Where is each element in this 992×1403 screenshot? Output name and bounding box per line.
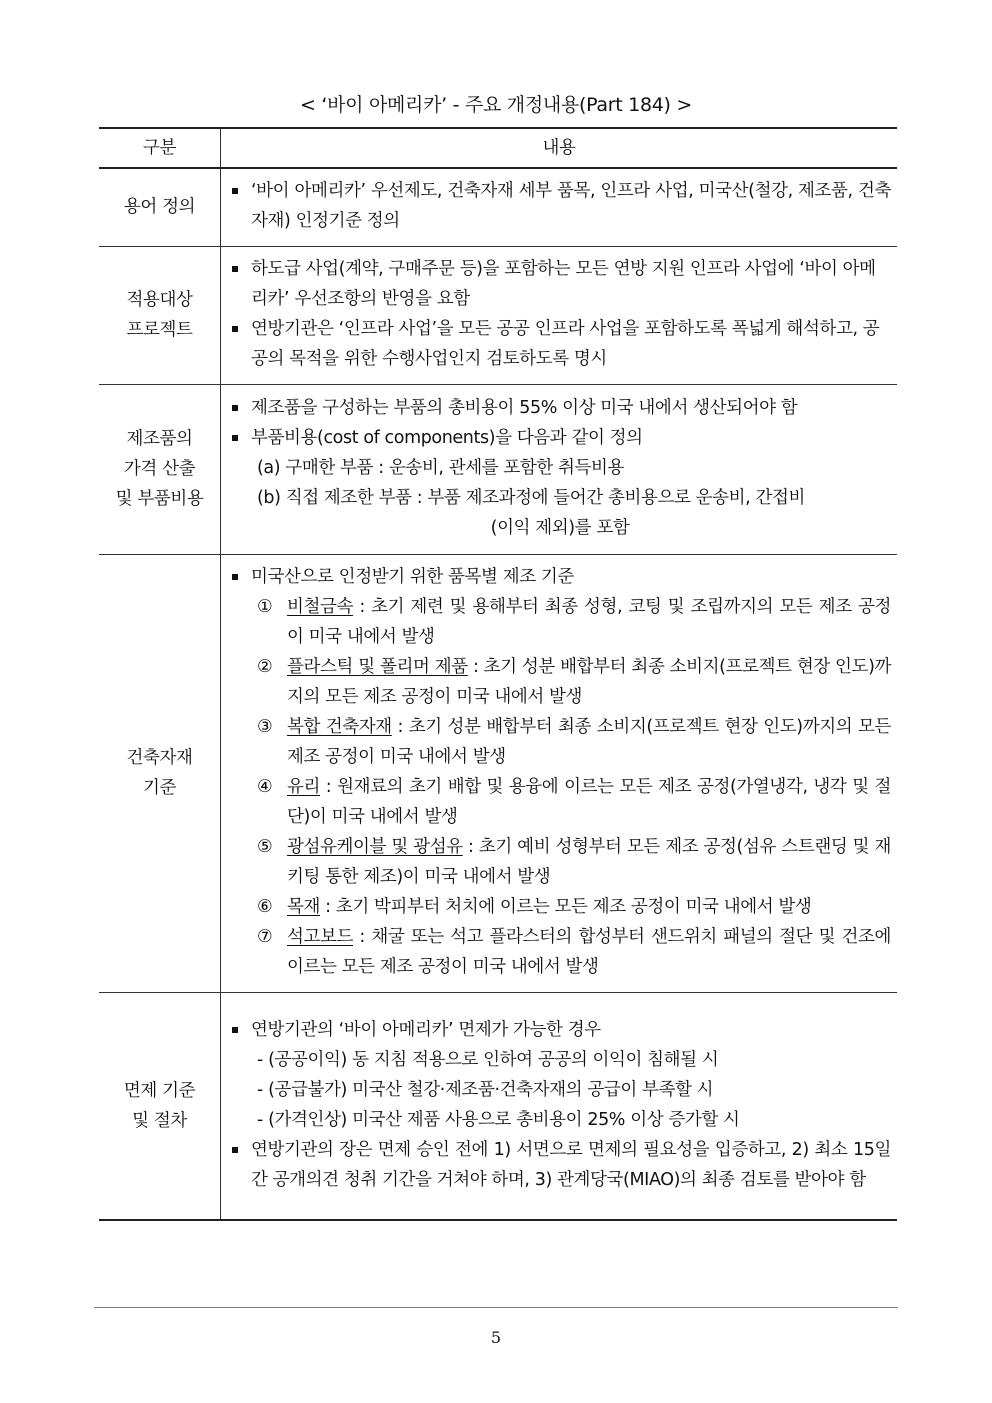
header-category: 구분 bbox=[99, 128, 221, 168]
item-text: : 초기 제련 및 용해부터 최종 성형, 코팅 및 조립까지의 모든 제조 공정이 미국 내에서 발생 bbox=[287, 597, 891, 647]
dash-item: - (가격인상) 미국산 제품 사용으로 총비용이 25% 이상 증가할 시 bbox=[257, 1109, 740, 1130]
category-line: 기준 bbox=[142, 778, 176, 798]
row-category bbox=[99, 246, 221, 384]
row-category bbox=[99, 992, 221, 1220]
item-term: 비철금속 bbox=[287, 597, 354, 617]
item-term: 광섬유케이블 및 광섬유 bbox=[287, 837, 463, 857]
footer-divider bbox=[94, 1307, 898, 1308]
category-line: 가격 산출 bbox=[123, 459, 196, 479]
header-content: 내용 bbox=[221, 128, 898, 168]
table-row bbox=[99, 384, 897, 554]
item-term: 복합 건축자재 bbox=[287, 717, 392, 737]
list-item: 하도급 사업(계약, 구매주문 등)을 포함하는 모든 연방 지원 인프라 사업에 ‘바이 아메리카’ 우선조항의 반영을 요함 bbox=[229, 254, 891, 314]
item-text: : 초기 성분 배합부터 최종 소비지(프로젝트 현장 인도)까지의 모든 제조 공정이 미국 내에서 발생 bbox=[287, 657, 891, 707]
dash-item: - (공공이익) 동 지침 적용으로 인하여 공공의 이익이 침해될 시 bbox=[257, 1049, 719, 1070]
item-text: : 채굴 또는 석고 플라스터의 합성부터 샌드위치 패널의 절단 및 건조에 이르는 모든 제조 공정이 미국 내에서 발생 bbox=[287, 927, 891, 977]
category-line: 및 절차 bbox=[132, 1110, 187, 1131]
category-line: 면제 기준 bbox=[123, 1080, 196, 1101]
list-item: 부품비용(cost of components)을 다음과 같이 정의 bbox=[229, 423, 891, 453]
row-content bbox=[221, 554, 898, 992]
sub-item: (a) 구매한 부품 : 운송비, 관세를 포함한 취득비용 bbox=[257, 458, 625, 478]
item-number: ⑤ bbox=[257, 837, 273, 857]
item-number: ⑥ bbox=[257, 897, 273, 917]
category-line: 및 부품비용 bbox=[115, 489, 204, 509]
table-row bbox=[99, 554, 897, 992]
item-number: ② bbox=[257, 657, 273, 677]
numbered-item bbox=[229, 772, 891, 832]
item-number: ⑦ bbox=[257, 927, 273, 947]
numbered-item bbox=[229, 922, 891, 982]
sub-item-continuation: (이익 제외)를 포함 bbox=[490, 518, 630, 538]
item-term: 유리 bbox=[287, 777, 321, 797]
table-row bbox=[99, 168, 897, 246]
row-content bbox=[221, 246, 898, 384]
page-number: 5 bbox=[490, 1328, 502, 1347]
row-category: 용어 정의 bbox=[99, 168, 221, 246]
dash-item: - (공급불가) 미국산 철강·제조품·건축자재의 공급이 부족할 시 bbox=[257, 1079, 714, 1100]
category-line: 건축자재 bbox=[126, 748, 193, 768]
item-text: : 초기 박피부터 처치에 이르는 모든 제조 공정이 미국 내에서 발생 bbox=[320, 897, 812, 917]
item-term: 석고보드 bbox=[287, 927, 354, 947]
row-content bbox=[221, 992, 898, 1220]
category-line: 제조품의 bbox=[126, 429, 193, 449]
item-text: : 초기 성분 배합부터 최종 소비지(프로젝트 현장 인도)까지의 모든 제조 공정이 미국 내에서 발생 bbox=[287, 717, 891, 767]
numbered-item bbox=[229, 832, 891, 892]
list-item: 연방기관의 ‘바이 아메리카’ 면제가 가능한 경우 bbox=[229, 1015, 891, 1045]
item-text: : 초기 예비 성형부터 모든 제조 공정(섬유 스트랜딩 및 재키팅 통한 제조)이 미국 내에서 발생 bbox=[287, 837, 891, 887]
row-content bbox=[221, 384, 898, 554]
item-number: ④ bbox=[257, 777, 273, 797]
item-term: 플라스틱 및 폴리머 제품 bbox=[287, 657, 468, 677]
amendment-table bbox=[99, 127, 897, 1221]
table-row bbox=[99, 992, 897, 1220]
table-row bbox=[99, 246, 897, 384]
list-item: 연방기관의 장은 면제 승인 전에 1) 서면으로 면제의 필요성을 입증하고, 2) 최소 15일간 공개의견 청취 기간을 거쳐야 하며, 3) 관계당국(MIAO)의 최종 검토를 받아야 함 bbox=[229, 1135, 891, 1195]
item-term: 목재 bbox=[287, 897, 321, 917]
list-item: 미국산으로 인정받기 위한 품목별 제조 기준 bbox=[229, 562, 891, 592]
list-item: 제조품을 구성하는 부품의 총비용이 55% 이상 미국 내에서 생산되어야 함 bbox=[229, 393, 891, 423]
category-line: 프로젝트 bbox=[126, 320, 193, 340]
table-title: < ‘바이 아메리카’ - 주요 개정내용(Part 184) > bbox=[300, 94, 692, 116]
numbered-item bbox=[229, 652, 891, 712]
item-text: : 원재료의 초기 배합 및 용융에 이르는 모든 제조 공정(가열냉각, 냉각 및 절단)이 미국 내에서 발생 bbox=[287, 777, 891, 827]
row-content bbox=[221, 168, 898, 246]
row-category bbox=[99, 554, 221, 992]
item-number: ③ bbox=[257, 717, 273, 737]
row-category bbox=[99, 384, 221, 554]
list-item: ‘바이 아메리카’ 우선제도, 건축자재 세부 품목, 인프라 사업, 미국산(철강, 제조품, 건축자재) 인정기준 정의 bbox=[229, 176, 891, 236]
list-item: 연방기관은 ‘인프라 사업’을 모든 공공 인프라 사업을 포함하도록 폭넓게 해석하고, 공공의 목적을 위한 수행사업인지 검토하도록 명시 bbox=[229, 314, 891, 374]
numbered-item bbox=[229, 712, 891, 772]
category-line: 적용대상 bbox=[126, 290, 193, 310]
numbered-item bbox=[229, 892, 891, 922]
table-header-row bbox=[99, 128, 897, 168]
numbered-item bbox=[229, 592, 891, 652]
sub-item: (b) 직접 제조한 부품 : 부품 제조과정에 들어간 총비용으로 운송비, 간접비 bbox=[257, 488, 805, 508]
item-number: ① bbox=[257, 597, 273, 617]
